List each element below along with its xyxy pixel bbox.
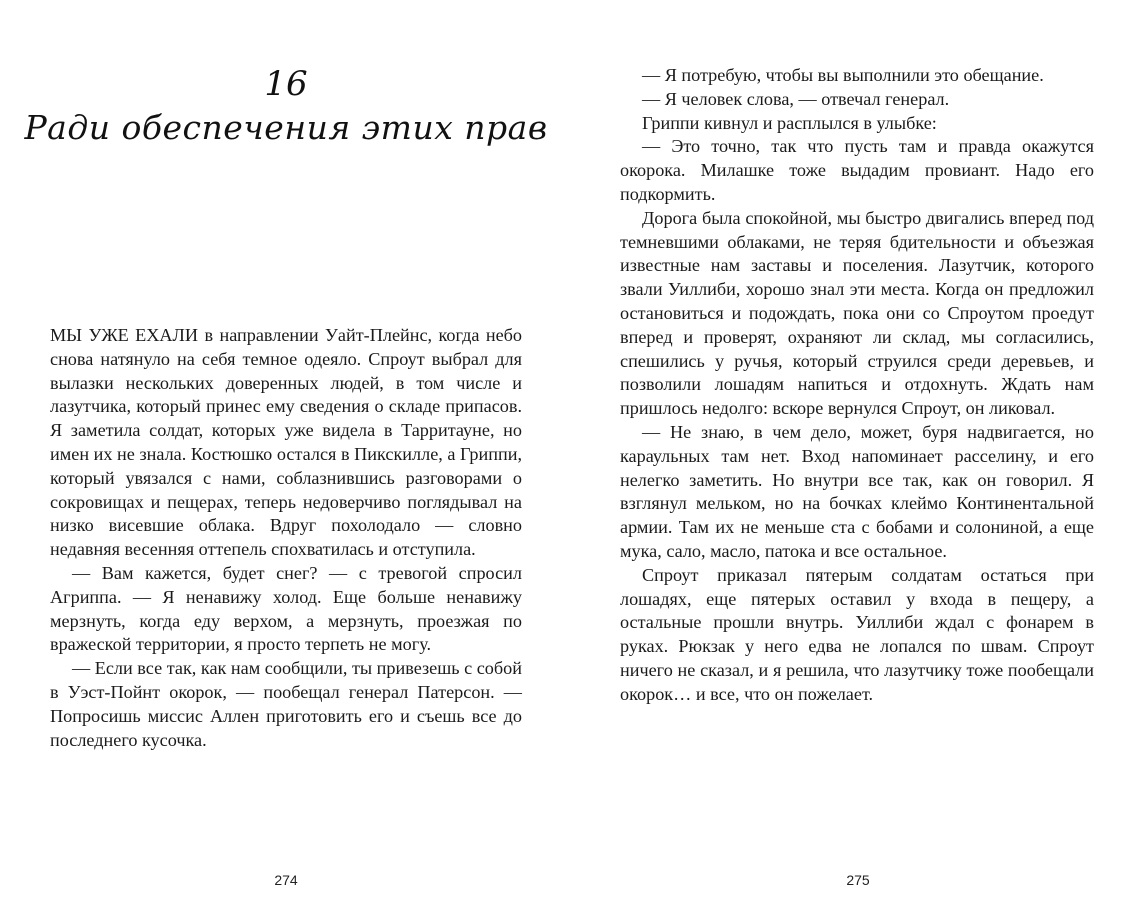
right-page-body: [620, 64, 1094, 707]
paragraph: МЫ УЖЕ ЕХАЛИ в направлении Уайт-Плейнс, когда небо снова натянуло на себя темное одеяло. Спроут выбрал для вылазки нескольких доверенных людей, в том числе и лазутчика, который принес ему сведения о складе припасов. Я заметила солдат, которых уже видела в Тарритауне, но имен их не знала. Костюшко остался в Пикскилле, а Гриппи, который увязался с нами, соблазнившись разговорами о сокровищах и пещерах, теперь недоверчиво поглядывал на низко висевшие облака. Вдруг похолодало — словно недавняя весенняя оттепель спохватилась и отступила.: [50, 325, 522, 560]
paragraph: — Я потребую, чтобы вы выполнили это обещание.: [642, 65, 1044, 85]
paragraph: Дорога была спокойной, мы быстро двигались вперед под темневшими облаками, не теряя бдительности и объезжая известные нам заставы и поселения. Лазутчик, которого звали Уиллиби, хорошо знал эти места. Когда он предложил остановиться и подождать, пока они со Спроутом проедут вперед и проверят, охраняют ли склад, мы согласились, спешились у ручья, который струился среди деревьев, и позволили лошадям напиться и отдохнуть. Ждать нам пришлось недолго: вскоре вернулся Спроут, он ликовал.: [620, 207, 1094, 419]
paragraph: — Если все так, как нам сообщили, ты привезешь с собой в Уэст-Пойнт окорок, — пообещал генерал Патерсон. — Попросишь миссис Аллен приготовить его и съешь все до последнего кусочка.: [50, 658, 522, 750]
chapter-title: Ради обеспечения этих прав: [24, 108, 548, 147]
paragraph: Гриппи кивнул и расплылся в улыбке:: [642, 112, 937, 133]
left-page-body: [50, 324, 522, 752]
chapter-number: 16: [264, 64, 308, 104]
paragraph: Спроут приказал пятерым солдатам остаться при лошадях, еще пятерых оставил у входа в пещеру, а остальные прошли внутрь. Уиллиби ждал с фонарем в руках. Рюкзак у него едва не лопался по швам. Спроут ничего не сказал, и я решила, что лазутчику тоже пообещали окорок… и все, что он пожелает.: [620, 564, 1094, 704]
paragraph: — Это точно, так что пусть там и правда окажутся окорока. Милашке тоже выдадим провиант. Надо его подкормить.: [620, 136, 1094, 204]
right-page: [572, 0, 1144, 918]
paragraph: — Не знаю, в чем дело, может, буря надвигается, но караульных там нет. Вход напоминает расселину, и его нелегко заметить. Но внутри все так, как он говорил. Я взглянул мельком, но на бочках клеймо Континентальной армии. Там их не меньше ста с бобами и солониной, а еще мука, сало, масло, патока и все остальное.: [620, 421, 1094, 561]
page-number-right: 275: [846, 872, 870, 888]
paragraph: — Я человек слова, — отвечал генерал.: [642, 88, 950, 109]
paragraph: — Вам кажется, будет снег? — с тревогой спросил Агриппа. — Я ненавижу холод. Еще больше ненавижу мерзнуть, когда еду верхом, а мерзнуть, проезжая по вражеской территории, я просто терпеть не могу.: [50, 562, 522, 655]
page-number-left: 274: [274, 872, 298, 888]
